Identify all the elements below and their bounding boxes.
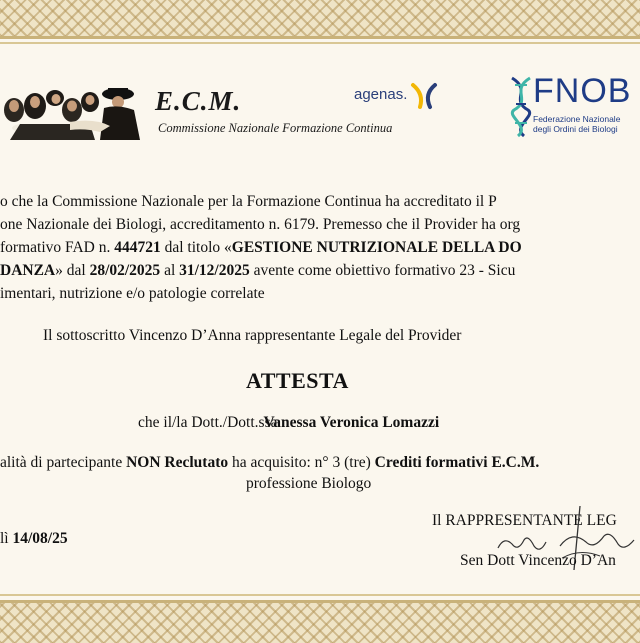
body-line-4-mid2: al xyxy=(160,262,180,279)
profession-line: professione Biologo xyxy=(246,475,372,492)
body-line-3-mid: dal titolo « xyxy=(160,239,232,256)
fnob-subtitle-line2: degli Ordini dei Biologi xyxy=(533,124,618,134)
body-line-2: one Nazionale dei Biologi, accreditamento n. 6179. Premesso che il Provider ha org xyxy=(0,216,521,233)
certificate-body xyxy=(0,190,640,305)
credits-line xyxy=(0,454,539,472)
issue-date-prefix: lì xyxy=(0,530,13,547)
agenas-logo-text: agenas. xyxy=(354,86,408,103)
credits-prefix: alità di partecipante xyxy=(0,454,127,471)
body-line-5: imentari, nutrizione e/o patologie correlate xyxy=(0,285,265,302)
issue-date-line xyxy=(0,530,68,548)
dna-helix-icon xyxy=(506,76,536,138)
event-date-start: 28/02/2025 xyxy=(89,262,161,279)
credits-mid: ha acquisito: n° 3 (tre) xyxy=(228,454,375,471)
recipient-line xyxy=(138,414,439,432)
body-line-4-post: avente come obiettivo formativo 23 - Sicu xyxy=(249,262,516,279)
fnob-subtitle xyxy=(533,114,620,134)
fnob-subtitle-line1: Federazione Nazionale xyxy=(533,114,621,124)
decorative-border-top xyxy=(0,0,640,39)
border-line-bottom xyxy=(0,594,640,596)
decorative-border-bottom xyxy=(0,600,640,643)
provider-statement: Il sottoscritto Vincenzo D’Anna rappresentante Legale del Provider xyxy=(43,327,462,344)
ecm-title: E.C.M. xyxy=(155,86,242,116)
event-title-part1: GESTIONE NUTRIZIONALE DELLA DO xyxy=(231,239,522,256)
participant-status: NON Reclutato xyxy=(126,454,229,471)
recipient-name: Vanessa Veronica Lomazzi xyxy=(263,414,440,431)
credits-label: Crediti formativi E.C.M. xyxy=(374,454,540,471)
body-line-1: o che la Commissione Nazionale per la Formazione Continua ha accreditato il P xyxy=(0,193,497,210)
signer-name: Sen Dott Vincenzo D’An xyxy=(460,552,616,569)
recipient-label: che il/la Dott./Dott.ssa xyxy=(138,414,278,431)
ecm-subtitle: Commissione Nazionale Formazione Continua xyxy=(158,121,393,135)
event-date-end: 31/12/2025 xyxy=(179,262,250,279)
fnob-logo-text: FNOB xyxy=(533,72,632,110)
event-title-part2: DANZA xyxy=(0,262,56,279)
anatomy-lesson-painting-icon xyxy=(0,84,142,140)
attesta-heading: ATTESTA xyxy=(246,368,349,393)
body-line-3-prefix: formativo FAD n. xyxy=(0,239,115,256)
body-line-3 xyxy=(0,236,640,259)
body-line-4 xyxy=(0,259,640,282)
event-number: 444721 xyxy=(114,239,161,256)
agenas-logo-icon xyxy=(410,82,440,110)
border-line-top xyxy=(0,42,640,44)
representative-role: Il RAPPRESENTANTE LEG xyxy=(432,512,617,529)
body-line-4-mid1: » dal xyxy=(55,262,90,279)
issue-date: 14/08/25 xyxy=(12,530,68,547)
